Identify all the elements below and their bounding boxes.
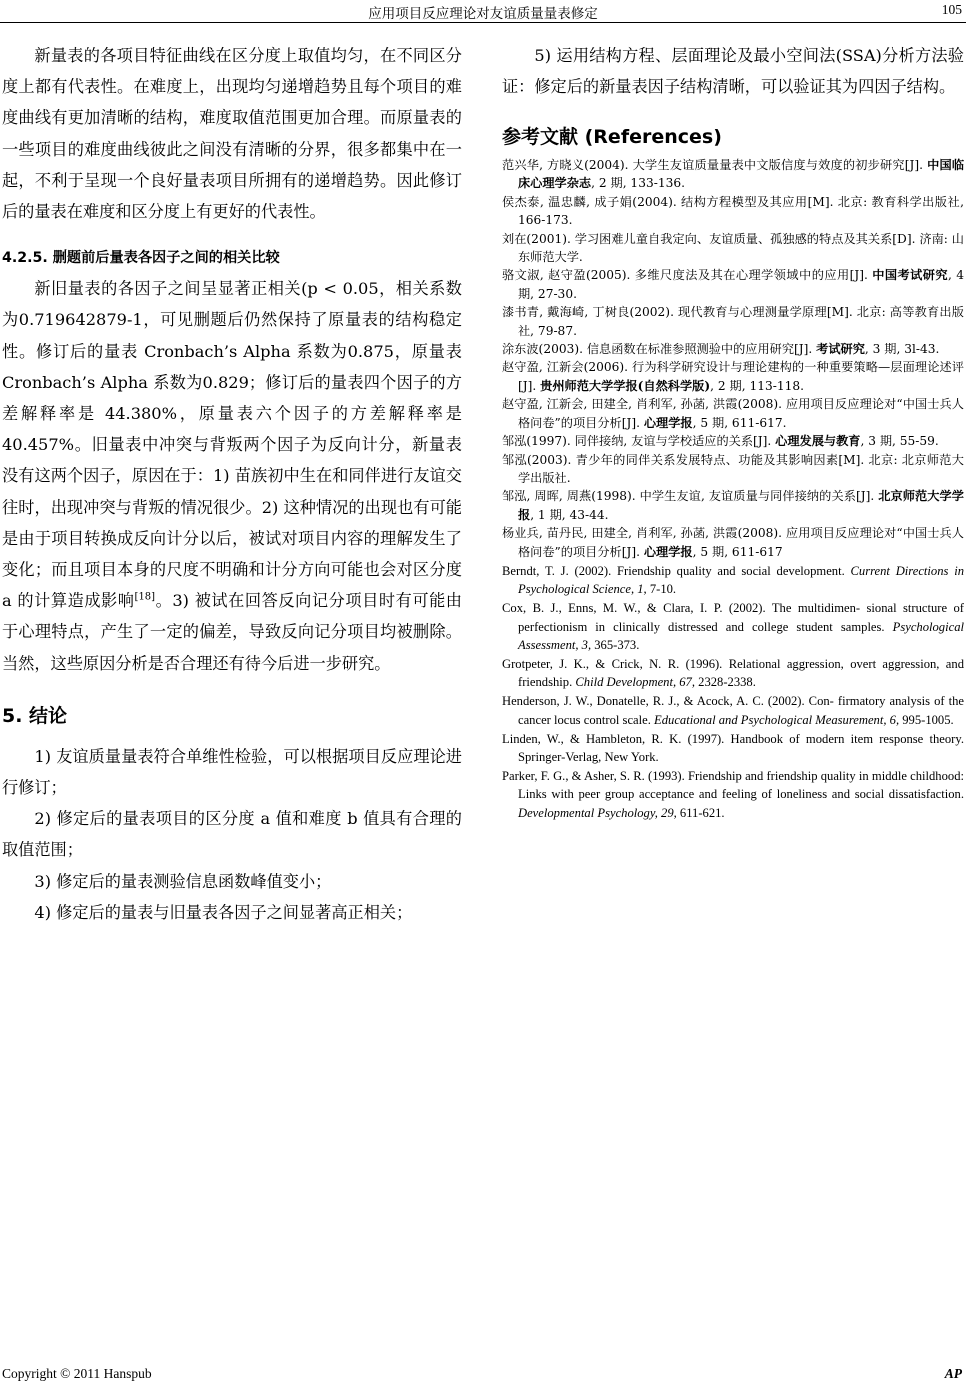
running-header [0, 0, 966, 23]
conclusion-item-5: 5) 运用结构方程、层面理论及最小空间法(SSA)分析方法验证：修定后的新量表因子结构清晰，可以验证其为四因子结构。 [502, 46, 964, 96]
left-column [2, 40, 462, 928]
reference-item: 涂东波(2003). 信息函数在标准参照测验中的应用研究[J]. 考试研究, 3 期, 3l-43. [502, 342, 940, 357]
paragraph-text: 。3) 被试在回答反向记分项目时有可能由于心理特点，产生了一定的偏差，导致反向记分项目均被删除。当然，这些原因分析是否合理还有待今后进一步研究。 [2, 591, 462, 673]
reference-list [502, 156, 964, 822]
reference-item: Cox, B. J., Enns, M. W., & Clara, I. P. (2002). The multidimen- sional structure of perfectionism in clinically distressed and college student samples. Psychological Assessment, 3, 365-373. [502, 601, 964, 652]
paragraph-item-characteristic: 新量表的各项目特征曲线在区分度上取值均匀，在不同区分度上都有代表性。在难度上，出现均匀递增趋势且每个项目的难度曲线有更加清晰的结构，难度取值范围更加合理。而原量表的一些项目的难度曲线彼此之间没有清晰的分界，很多都集中在一起，不利于呈现一个良好量表项目所拥有的递增趋势。因此修订后的量表在难度和区分度上有更好的代表性。 [2, 46, 462, 222]
conclusion-item-2: 2) 修定后的量表项目的区分度 a 值和难度 b 值具有合理的取值范围； [2, 809, 462, 860]
running-title: 应用项目反应理论对友谊质量量表修定 [368, 6, 598, 22]
reference-item: 邹泓(1997). 同伴接纳, 友谊与学校适应的关系[J]. 心理发展与教育, 3 期, 55-59. [502, 434, 939, 449]
journal-abbreviation: AP [944, 1366, 962, 1381]
reference-item: Berndt, T. J. (2002). Friendship quality and social development. Current Directions in Psychological Science, 1, 7-10. [502, 563, 964, 597]
reference-item: 侯杰泰, 温忠麟, 成子娟(2004). 结构方程模型及其应用[M]. 北京: 教育科学出版社, 166-173. [502, 194, 964, 228]
reference-item: 邹泓(2003). 青少年的同伴关系发展特点、功能及其影响因素[M]. 北京: 北京师范大学出版社. [502, 452, 964, 485]
reference-item: 赵守盈, 江新会(2006). 行为科学研究设计与理论建构的一种重要策略—层面理论述评[J]. 贵州师范大学学报(自然科学版), 2 期, 113-118. [502, 360, 964, 393]
reference-item: 骆文淑, 赵守盈(2005). 多维尺度法及其在心理学领域中的应用[J]. 中国考试研究, 4 期, 27-30. [502, 268, 965, 301]
right-column [502, 40, 964, 822]
reference-item: 邹泓, 周晖, 周燕(1998). 中学生友谊, 友谊质量与同伴接纳的关系[J]. 北京师范大学学报, 1 期, 43-44. [502, 489, 964, 522]
paragraph-factor-correlation [2, 273, 462, 679]
conclusion-item-1: 1) 友谊质量量表符合单维性检验，可以根据项目反应理论进行修订； [2, 746, 462, 798]
reference-item: 漆书青, 戴海崎, 丁树良(2002). 现代教育与心理测量学原理[M]. 北京: 高等教育出版社, 79-87. [502, 305, 964, 338]
section-heading-conclusion: 5. 结论 [2, 704, 68, 727]
conclusion-item-4: 4) 修定后的量表与旧量表各因子之间显著高正相关； [34, 902, 413, 922]
section-heading-4-2-5: 4.2.5. 删题前后量表各因子之间的相关比较 [2, 250, 280, 267]
page-footer [0, 1366, 966, 1386]
citation-18[interactable]: [18] [134, 591, 156, 603]
reference-item: Parker, F. G., & Asher, S. R. (1993). Friendship and friendship quality in middle childhood: Links with peer group acceptance and feeling of loneliness and social dissatisfaction. Developmental Psychology, 29, 611-621. [502, 769, 964, 820]
reference-item: Grotpeter, J. K., & Crick, N. R. (1996). Relational aggression, overt aggression, and friendship. Child Development, 67, 2328-2338. [502, 656, 964, 690]
reference-item: 赵守盈, 江新会, 田建全, 肖利军, 孙菡, 洪霞(2008). 应用项目反应理论对“中国士兵人格问卷”的项目分析[J]. 心理学报, 5 期, 611-617. [502, 397, 964, 430]
copyright-notice: Copyright © 2011 Hanspub [2, 1366, 152, 1381]
references-heading: 参考文献 (References) [502, 126, 722, 148]
reference-item: 杨业兵, 苗丹民, 田建全, 肖利军, 孙菡, 洪霞(2008). 应用项目反应理论对“中国士兵人格问卷”的项目分析[J]. 心理学报, 5 期, 611-617 [502, 526, 964, 559]
reference-item: 刘在(2001). 学习困难儿童自我定向、友谊质量、孤独感的特点及其关系[D]. 济南: 山东师范大学. [502, 231, 964, 265]
reference-item: 范兴华, 方晓义(2004). 大学生友谊质量量表中文版信度与效度的初步研究[J]. 中国临床心理学杂志, 2 期, 133-136. [502, 158, 965, 191]
paragraph-text: 新旧量表的各因子之间呈显著正相关(p < 0.05，相关系数为0.719642879-1，可见删题后仍然保持了原量表的结构稳定性。修订后的量表 Cronbach’s Alpha 系数为0.875，原量表 Cronbach’s Alpha 系数为0.829；修订后的量表四个因子的方差解释率是 44.380%，原量表六个因子的方差解释率是 40.457%。旧量表中冲突与背叛两个因子为反向计分，新量表没有这两个因子，原因在于：1) 苗族初中生在和同伴进行友谊交往时，出现冲突与背叛的情况很少。2) 这种情况的出现也有可能是由于项目转换成反向计分以后，被试对项目内容的理解发生了变化；而且项目本身的尺度不明确和计分方向可能也会对区分度 a 的计算造成影响 [2, 279, 462, 611]
page-number: 105 [941, 2, 962, 17]
conclusion-item-3: 3) 修定后的量表测验信息函数峰值变小； [34, 871, 332, 891]
reference-item: Henderson, J. W., Donatelle, R. J., & Acock, A. C. (2002). Con- firmatory analysis of the cancer locus control scale. Educational and Psychological Measurement, 6, 995-1005. [502, 694, 964, 727]
reference-item: Linden, W., & Hambleton, R. K. (1997). Handbook of modern item response theory. Springer-Verlag, New York. [502, 731, 964, 764]
